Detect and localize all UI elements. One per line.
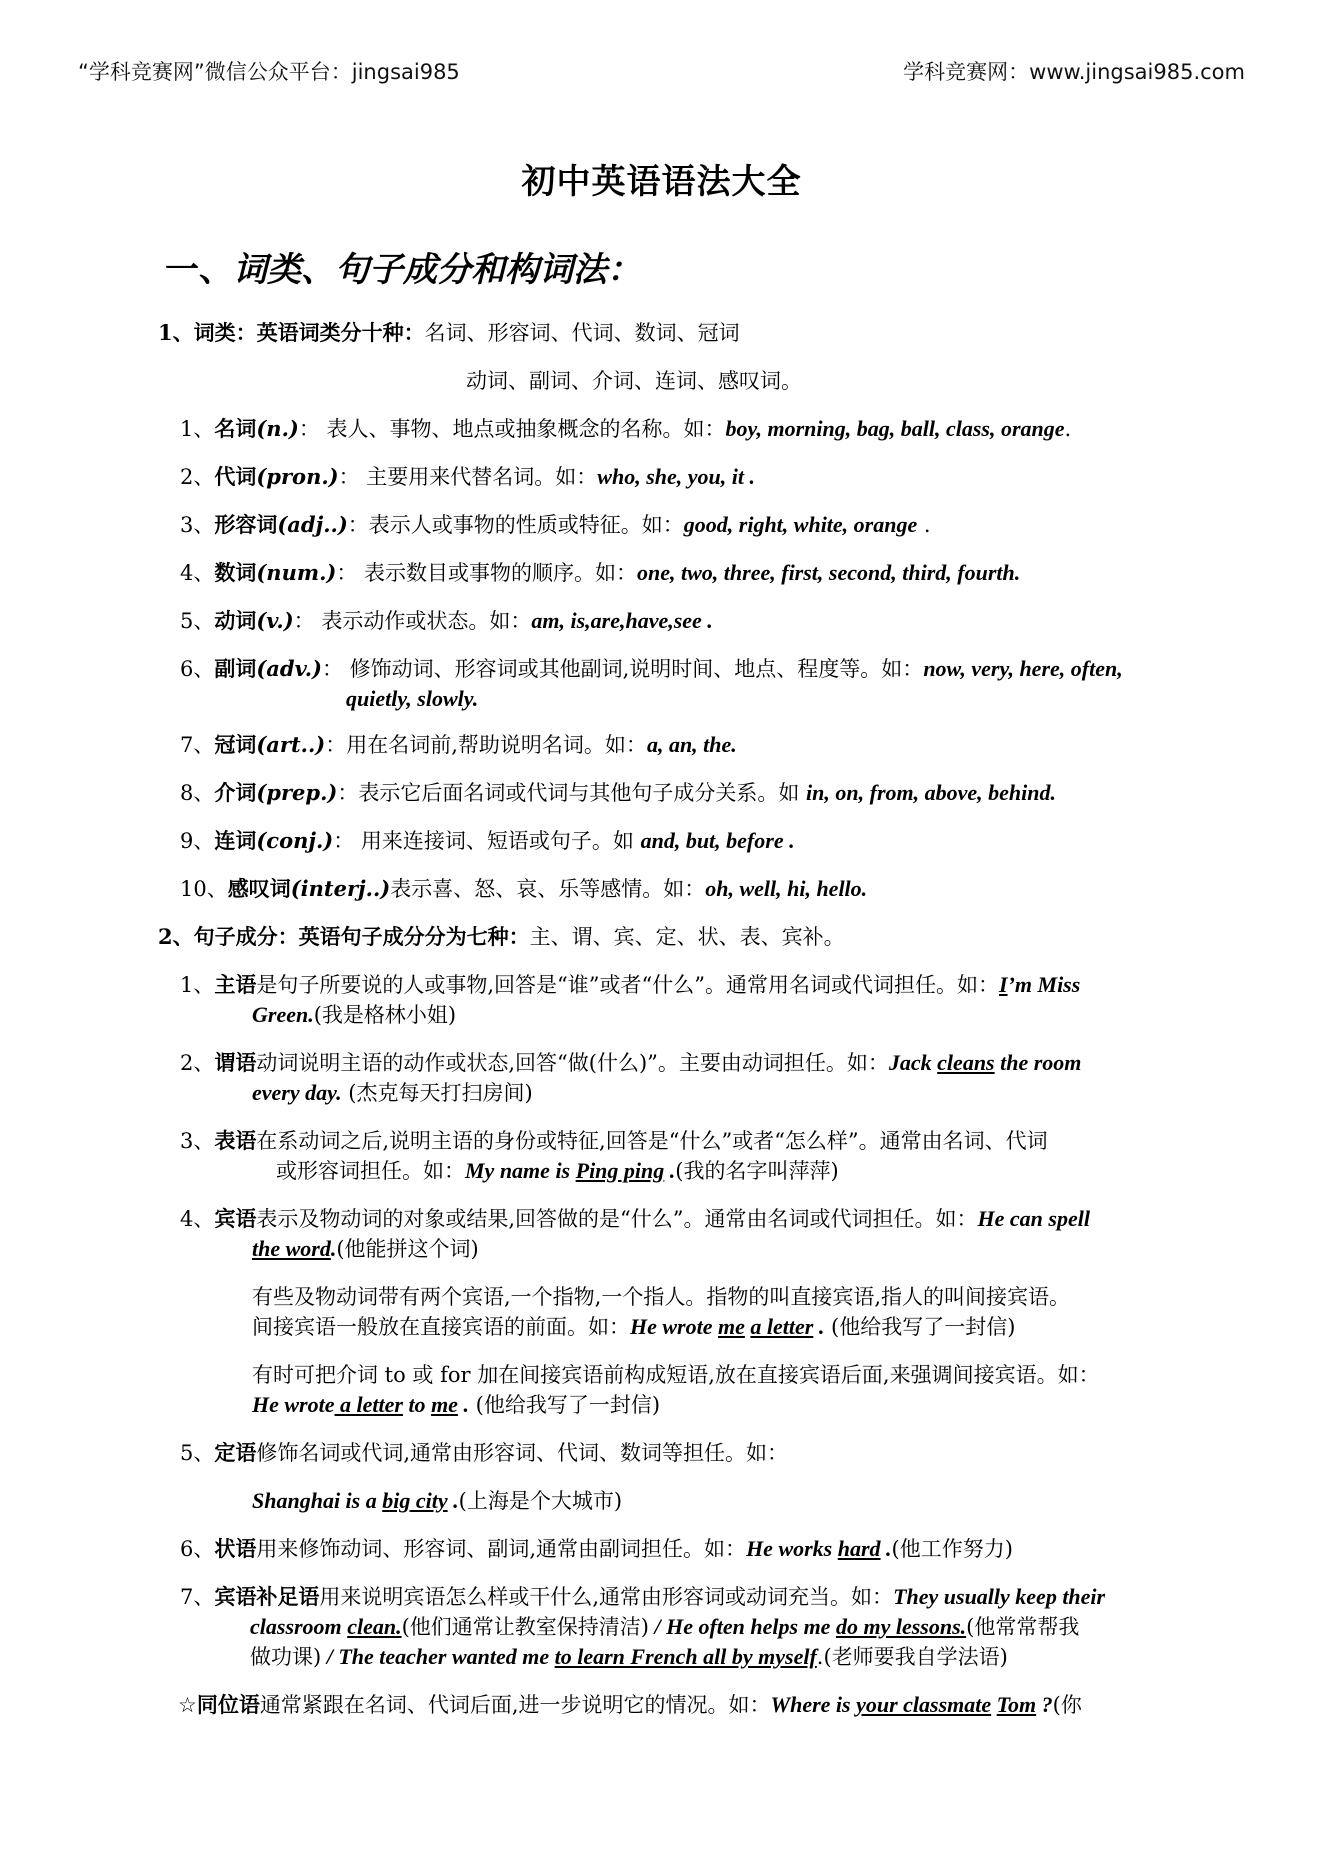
section-number: 一、	[165, 250, 233, 290]
section-heading	[165, 242, 641, 291]
text-span: 通常紧跟在名词、代词后面,进一步说明它的情况。如：	[259, 1693, 771, 1717]
text-span: (他工作努力)	[891, 1537, 1013, 1561]
wc-item	[180, 654, 1123, 684]
text-span: 7、	[180, 733, 215, 757]
page-title: 初中英语语法大全	[521, 162, 802, 202]
wc-item-cont	[346, 684, 478, 714]
text-span: 是句子所要说的人或事物,回答是“谁”或者“什么”。通常用名词或代词担任。如：	[256, 973, 999, 997]
text-span: 感叹词	[227, 876, 291, 901]
text-span: 主、谓、宾、定、状、表、宾补。	[529, 925, 845, 949]
sc-item-object-complement-cont2	[250, 1642, 1008, 1672]
text-span: ’m Miss	[1007, 972, 1081, 997]
text-span: 3、	[180, 1129, 215, 1153]
text-span: I	[999, 972, 1008, 997]
text-span: 副词	[214, 656, 257, 681]
text-span: / He often helps me	[648, 1614, 836, 1639]
text-span	[256, 416, 298, 441]
wc-item	[180, 462, 755, 492]
text-span: .	[880, 1536, 892, 1561]
text-span: (v.)	[256, 608, 294, 633]
text-span: 在系动词之后,说明主语的身份或特征,回答是“什么”或者“怎么样”。通常由名词、代词	[256, 1129, 1048, 1153]
word-class-list1: 名词、形容词、代词、数词、冠词	[424, 321, 740, 345]
text-span: He works	[746, 1536, 838, 1561]
text-span: (我的名字叫萍萍)	[675, 1159, 839, 1183]
text-span: 1、	[180, 973, 215, 997]
text-span: me	[718, 1314, 745, 1339]
text-span: .	[813, 1314, 825, 1339]
word-class-list2: 动词、副词、介词、连词、感叹词。	[466, 369, 802, 393]
text-span: 表人、事物、地点或抽象概念的名称。如：	[319, 417, 726, 441]
star-icon: ☆	[178, 1693, 197, 1717]
text-span: boy, morning, bag, ball, class, orange	[725, 416, 1065, 441]
text-span: am, is,are,have,see .	[531, 608, 713, 633]
text-span: ：	[321, 657, 343, 681]
text-span: ：	[325, 733, 347, 757]
text-span: (prep.)	[256, 780, 338, 805]
text-span: Where is	[770, 1692, 857, 1717]
text-span: 修饰名词或代词,通常由形容词、代词、数词等担任。如：	[256, 1441, 789, 1465]
text-span: the word	[252, 1236, 331, 1261]
text-span: 宾语补足语	[214, 1584, 320, 1609]
text-span	[256, 464, 338, 489]
text-span: He wrote	[630, 1314, 718, 1339]
sc-item-attribute-example	[252, 1486, 622, 1516]
text-span: 3、	[180, 513, 215, 537]
section-title: 词类、句子成分和构词法：	[233, 250, 641, 290]
text-span: Green.	[252, 1002, 314, 1027]
text-span: (你	[1052, 1693, 1082, 1717]
wc-item	[180, 874, 867, 904]
sc-item-object-complement	[180, 1582, 1105, 1612]
text-span: to	[402, 1392, 432, 1417]
object-note-2-cont	[252, 1390, 660, 1420]
text-span	[256, 656, 322, 681]
text-span: .	[330, 1236, 337, 1261]
text-span: 宾语	[214, 1206, 257, 1231]
text-span: (art..)	[256, 732, 326, 757]
text-span: (他给我写了一封信)	[824, 1315, 1016, 1339]
text-span: 主要用来代替名词。如：	[359, 465, 598, 489]
text-span	[291, 876, 390, 901]
text-span: ：	[298, 417, 320, 441]
text-span: .(老师要我自学法语)	[816, 1645, 1008, 1669]
wc-item	[180, 414, 1071, 444]
text-span: (num.)	[256, 560, 337, 585]
sentence-components-heading	[158, 922, 845, 952]
text-span: now, very, here, often,	[923, 656, 1123, 681]
sc-item-appositive	[178, 1690, 1082, 1720]
text-span: 2、	[180, 1051, 215, 1075]
object-note-2: 有时可把介词 to 或 for 加在间接宾语前构成短语,放在直接宾语后面,来强调间接宾语。如：	[252, 1363, 1100, 1387]
word-class-head: 1、词类：英语词类分十种：	[158, 320, 425, 345]
text-span: 或形容词担任。如：	[276, 1159, 465, 1183]
sc-item-subject	[180, 970, 1080, 1000]
text-span: in, on, from, above, behind.	[806, 780, 1057, 805]
text-span: ?	[1036, 1692, 1053, 1717]
text-span: 2、	[180, 465, 215, 489]
text-span: Jack	[888, 1050, 938, 1075]
text-span: big	[382, 1488, 411, 1513]
text-span: (adj..)	[277, 512, 348, 537]
text-span: 2、句子成分：英语句子成分分为七种：	[158, 924, 530, 949]
sc-item-object-cont	[252, 1234, 479, 1264]
text-span: He wrote	[252, 1392, 335, 1417]
header-right: 学科竞赛网：www.jingsai985.com	[903, 60, 1245, 84]
text-span: classroom	[250, 1614, 348, 1639]
text-span: 表示动作或状态。如：	[314, 609, 532, 633]
text-span: (adv.)	[256, 656, 322, 681]
text-span: good, right, white, orange	[683, 512, 918, 537]
text-span: 动词	[214, 608, 257, 633]
text-span: do my lessons.	[835, 1614, 967, 1639]
text-span: 冠词	[214, 732, 257, 757]
wc-item	[180, 510, 931, 540]
sc-item-predicate-cont	[252, 1078, 533, 1108]
text-span: (他能拼这个词)	[336, 1237, 479, 1261]
text-span: Tom	[996, 1692, 1037, 1717]
text-span: cleans	[937, 1050, 995, 1075]
object-note-1-cont	[252, 1312, 1015, 1342]
text-span: me	[431, 1392, 458, 1417]
text-span: 动词说明主语的动作或状态,回答“做(什么)”。主要由动词担任。如：	[256, 1051, 889, 1075]
text-span: 介词	[214, 780, 257, 805]
text-span: 7、	[180, 1585, 215, 1609]
text-span	[256, 780, 337, 805]
text-span: 表示它后面名词或代词与其他句子成分关系。如	[358, 781, 807, 805]
text-span: one, two, three, first, second, third, fourth.	[637, 560, 1021, 585]
text-span	[256, 732, 325, 757]
text-span: My name is	[465, 1158, 576, 1183]
text-span: 用在名词前,帮助说明名词。如：	[346, 733, 647, 757]
text-span: quietly, slowly.	[346, 686, 479, 711]
text-span: (他给我写了一封信)	[468, 1393, 661, 1417]
text-span: ：	[333, 829, 355, 853]
text-span: 4、	[180, 561, 215, 585]
text-span: 8、	[180, 781, 215, 805]
text-span: 用来说明宾语怎么样或干什么,通常由形容词或动词充当。如：	[319, 1585, 894, 1609]
sc-item-object-complement-cont	[250, 1612, 1079, 1642]
text-span: (杰克每天打扫房间)	[341, 1081, 533, 1105]
text-span: 用来连接词、短语或句子。如	[354, 829, 641, 853]
text-span: Shanghai is a	[252, 1488, 383, 1513]
text-span: 表示人或事物的性质或特征。如：	[368, 513, 684, 537]
text-span: 表示及物动词的对象或结果,回答做的是“什么”。通常由名词或代词担任。如：	[256, 1207, 978, 1231]
text-span: 5、	[180, 609, 215, 633]
text-span: a, an, the.	[646, 732, 737, 757]
text-span: 定语	[214, 1440, 257, 1465]
text-span: 用来修饰动词、形容词、副词,通常由副词担任。如：	[256, 1537, 747, 1561]
text-span: 连词	[214, 828, 257, 853]
text-span: ：	[337, 781, 359, 805]
text-span: 1、	[180, 417, 215, 441]
text-span: 做功课)	[250, 1645, 322, 1669]
text-span: .	[664, 1158, 676, 1183]
text-span: ：	[347, 513, 369, 537]
text-span: 4、	[180, 1207, 215, 1231]
text-span: .	[447, 1488, 459, 1513]
word-class-heading	[158, 318, 740, 348]
text-span: oh, well, hi, hello.	[705, 876, 868, 901]
text-span: the room	[994, 1050, 1082, 1075]
text-span: 代词	[214, 464, 257, 489]
sc-item-attribute	[180, 1438, 788, 1468]
text-span: 同位语	[196, 1692, 260, 1717]
text-span: (interj..)	[290, 876, 391, 901]
text-span: .	[1064, 417, 1072, 441]
text-span: 5、	[180, 1441, 215, 1465]
text-span: to learn French all by myself	[554, 1644, 817, 1669]
wc-item	[180, 606, 713, 636]
text-span: They usually keep their	[893, 1584, 1106, 1609]
text-span: 名词	[214, 416, 257, 441]
text-span	[256, 608, 293, 633]
text-span: every day.	[252, 1080, 342, 1105]
text-span: ：	[338, 465, 360, 489]
text-span: clean.	[347, 1614, 402, 1639]
text-span: (pron.)	[256, 464, 339, 489]
text-span: / The teacher wanted me	[321, 1644, 555, 1669]
sc-item-subject-cont	[252, 1000, 456, 1030]
text-span: hard	[837, 1536, 881, 1561]
text-span	[256, 560, 336, 585]
sc-item-object	[180, 1204, 1090, 1234]
sc-item-predicative	[180, 1126, 1048, 1156]
text-span: 数词	[214, 560, 257, 585]
text-span: 主语	[214, 972, 257, 997]
wc-item	[180, 730, 737, 760]
text-span: Ping ping	[575, 1158, 665, 1183]
text-span: (他们通常让教室保持清洁)	[401, 1615, 649, 1639]
sc-item-adverbial	[180, 1534, 1013, 1564]
text-span: (他常常帮我	[966, 1615, 1080, 1639]
text-span: ：	[336, 561, 358, 585]
text-span: (conj.)	[256, 828, 334, 853]
text-span: (我是格林小姐)	[313, 1003, 457, 1027]
text-span: .	[457, 1392, 469, 1417]
text-span: 9、	[180, 829, 215, 853]
text-span: .	[917, 513, 931, 537]
wc-item	[180, 826, 795, 856]
text-span: 表示喜、怒、哀、乐等感情。如：	[390, 877, 706, 901]
sc-item-predicative-cont	[276, 1156, 839, 1186]
text-span: 修饰动词、形容词或其他副词,说明时间、地点、程度等。如：	[342, 657, 924, 681]
text-span: (上海是个大城市)	[458, 1489, 623, 1513]
text-span: 表语	[214, 1128, 257, 1153]
text-span: 6、	[180, 1537, 215, 1561]
text-span: 形容词	[214, 512, 278, 537]
text-span: city	[410, 1488, 448, 1513]
text-span: 间接宾语一般放在直接宾语的前面。如：	[252, 1315, 630, 1339]
text-span: and, but, before .	[640, 828, 795, 853]
text-span: ：	[293, 609, 315, 633]
text-span: 谓语	[214, 1050, 257, 1075]
text-span: 6、	[180, 657, 215, 681]
text-span: He can spell	[977, 1206, 1090, 1231]
text-span: a letter	[750, 1314, 814, 1339]
text-span: 10、	[180, 877, 228, 901]
text-span: who, she, you, it .	[597, 464, 755, 489]
wc-item	[180, 558, 1020, 588]
text-span: 表示数目或事物的顺序。如：	[357, 561, 638, 585]
header-left: “学科竞赛网”微信公众平台：jingsai985	[78, 60, 460, 84]
text-span: (n.)	[256, 416, 299, 441]
text-span	[277, 512, 347, 537]
text-span: 状语	[214, 1536, 257, 1561]
object-note-1: 有些及物动词带有两个宾语,一个指物,一个指人。指物的叫直接宾语,指人的叫间接宾语。	[252, 1285, 1071, 1309]
sc-item-predicate	[180, 1048, 1081, 1078]
text-span: a letter	[334, 1392, 403, 1417]
text-span: your classmate	[856, 1692, 992, 1717]
wc-item	[180, 778, 1056, 808]
text-span	[256, 828, 333, 853]
